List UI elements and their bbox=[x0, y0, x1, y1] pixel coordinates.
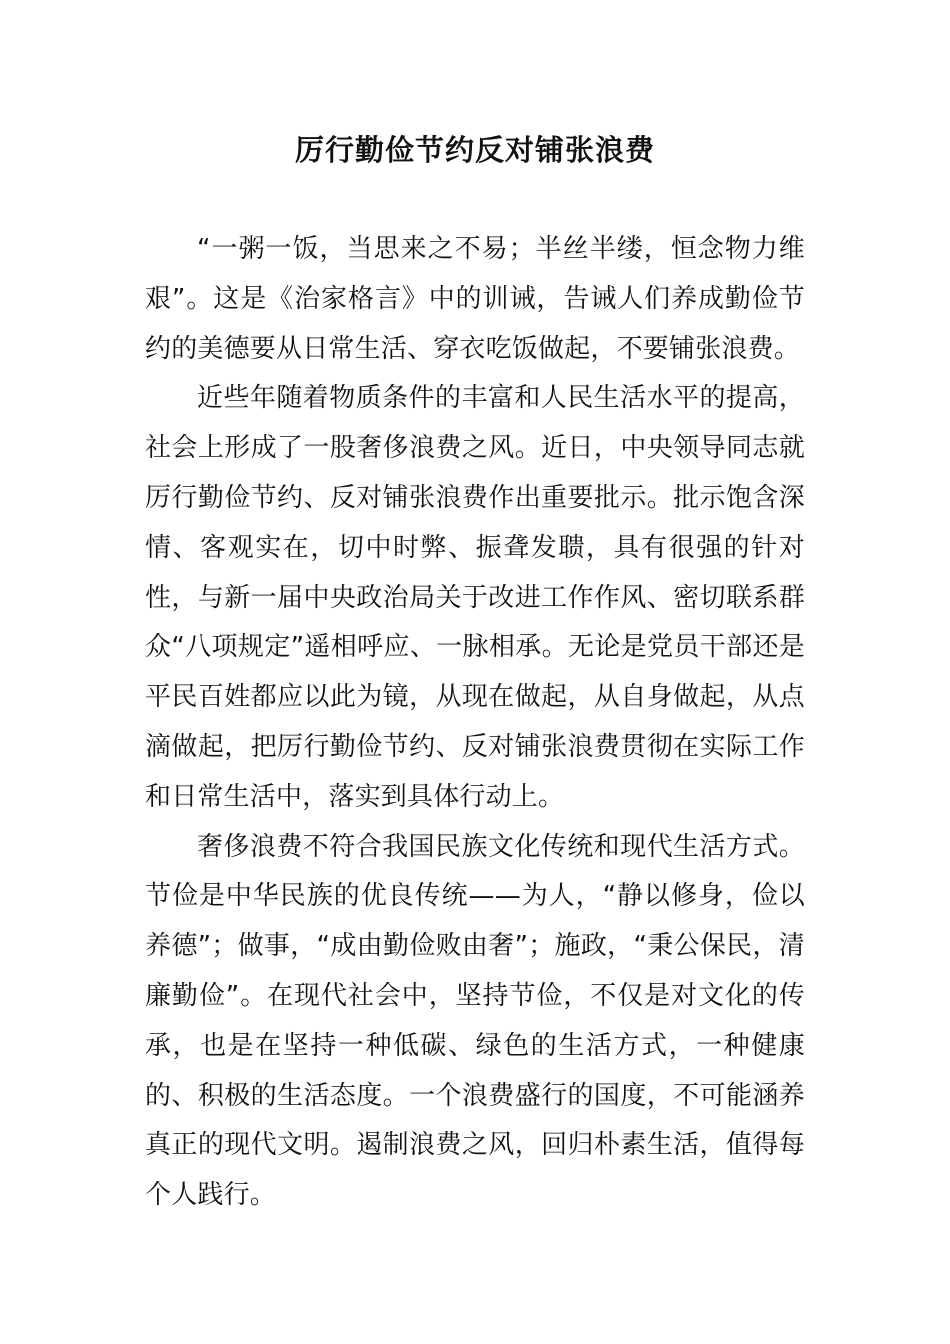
paragraph-2: 近些年随着物质条件的丰富和人民生活水平的提高，社会上形成了一股奢侈浪费之风。近日，中央领导同志就厉行勤俭节约、反对铺张浪费作出重要批示。批示饱含深情、客观实在，切中时弊、振聋发聩，具有很强的针对性，与新一届中央政治局关于改进工作作风、密切联系群众“八项规定”遥相呼应、一脉相承。无论是党员干部还是平民百姓都应以此为镜，从现在做起，从自身做起，从点滴做起，把厉行勤俭节约、反对铺张浪费贯彻在实际工作和日常生活中，落实到具体行动上。 bbox=[145, 383, 805, 812]
paragraph-3: 奢侈浪费不符合我国民族文化传统和现代生活方式。节俭是中华民族的优良传统——为人，“静以修身，俭以养德”；做事，“成由勤俭败由奢”；施政，“秉公保民，清廉勤俭”。在现代社会中，坚持节俭，不仅是对文化的传承，也是在坚持一种低碳、绿色的生活方式，一种健康的、积极的生活态度。一个浪费盛行的国度，不可能涵养真正的现代文明。遏制浪费之风，回归朴素生活，值得每个人践行。 bbox=[145, 831, 805, 1211]
paragraph-1: “一粥一饭，当思来之不易；半丝半缕，恒念物力维艰”。这是《治家格言》中的训诫，告诫人们养成勤俭节约的美德要从日常生活、穿衣吃饭做起，不要铺张浪费。 bbox=[145, 234, 805, 364]
document-title: 厉行勤俭节约反对铺张浪费 bbox=[294, 133, 655, 167]
document-body bbox=[145, 225, 805, 1221]
